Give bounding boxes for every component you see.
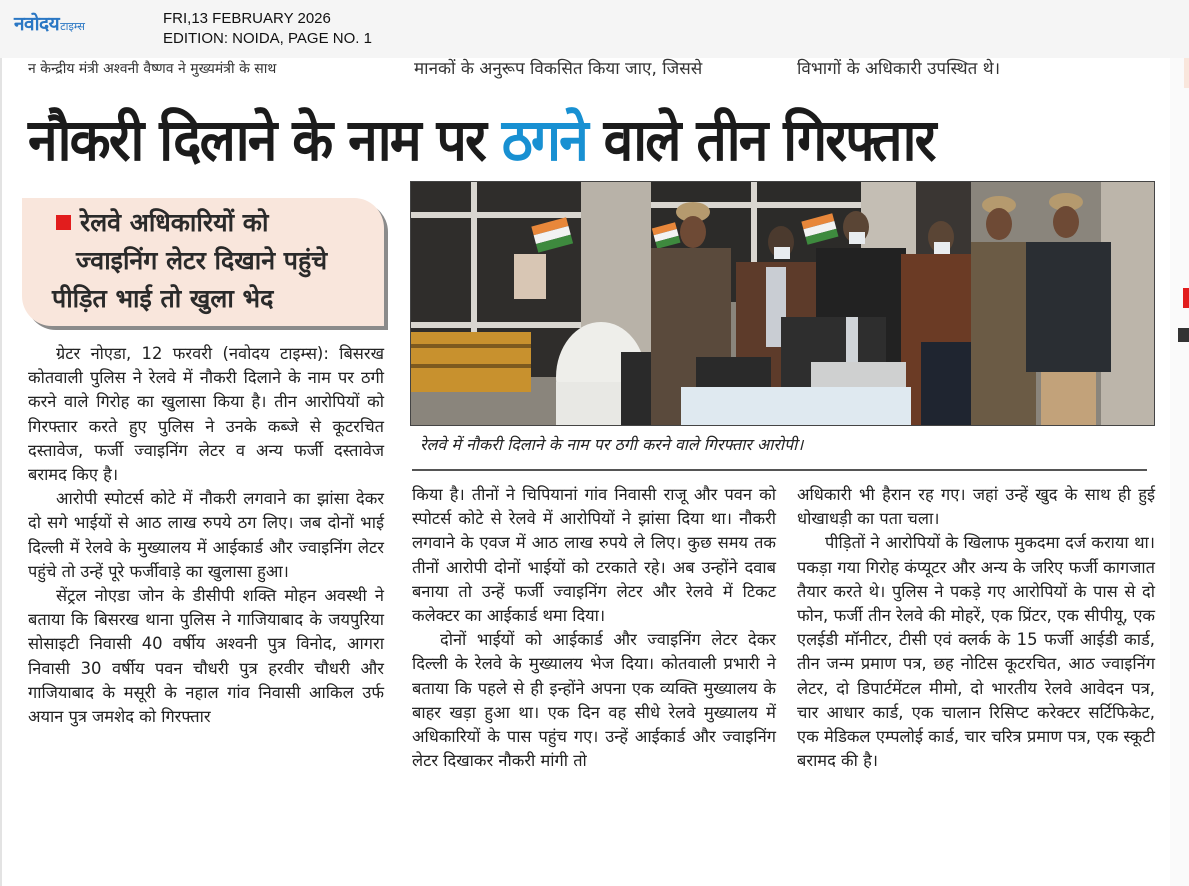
- caption-divider: [412, 469, 1147, 471]
- article-column-2: [412, 483, 776, 773]
- newspaper-logo[interactable]: [14, 10, 85, 36]
- deck-line-3: पीड़ित भाई तो खुला भेद: [52, 284, 274, 313]
- cut-off-text-right: विभागों के अधिकारी उपस्थित थे।: [797, 59, 1001, 79]
- article-paragraph: दोनों भाईयों को आईकार्ड और ज्वाइनिंग लेटर देकर दिल्ली के रेलवे के मुख्यालय भेज दिया। कोतवाली प्रभारी ने बताया कि पहले से ही इन्होंने अपना एक व्यक्ति मुख्यालय के बाहर खड़ा हुआ था। एक दिन वह सीधे रेलवे मुख्यालय में अधिकारियों के पास पहुंच गए। उन्हें आईकार्ड और ज्वाइनिंग लेटर दिखाकर नौकरी मांगी तो: [412, 630, 776, 771]
- edition-date: FRI,13 FEBRUARY 2026: [163, 10, 331, 27]
- article-column-3: [797, 483, 1155, 773]
- photo-caption: रेलवे में नौकरी दिलाने के नाम पर ठगी करने वाले गिरफ्तार आरोपी।: [420, 435, 804, 454]
- article-headline: [28, 100, 1077, 180]
- headline-part-1: नौकरी दिलाने के नाम पर: [28, 106, 502, 174]
- edition-page: EDITION: NOIDA, PAGE NO. 1: [163, 30, 372, 47]
- logo-sub-text: टाइम्स: [60, 20, 85, 33]
- adjacent-heading-edge: [1178, 328, 1189, 342]
- edition-info: [163, 9, 372, 49]
- article-photo[interactable]: [410, 181, 1155, 426]
- arrested-accused-photo-icon: [411, 182, 1155, 426]
- cut-off-text-middle: मानकों के अनुरूप विकसित किया जाए, जिससे: [414, 59, 703, 79]
- headline-part-2: वाले तीन गिरफ्तार: [586, 106, 935, 174]
- article-paragraph: अधिकारी भी हैरान रह गए। जहां उन्हें खुद के साथ ही हुई धोखाधड़ी का पता चला।: [797, 485, 1155, 529]
- cut-off-text-left: न केन्द्रीय मंत्री अश्वनी वैष्णव ने मुख्यमंत्री के साथ: [28, 61, 277, 77]
- article-paragraph: पीड़ितों ने आरोपियों के खिलाफ मुकदमा दर्ज कराया था। पकड़ा गया गिरोह कंप्यूटर और अन्य के जरिए फर्जी कागजात तैयार करते थे। पुलिस ने पकड़े गए आरोपियों के पास से दो फोन, फर्जी तीन रेलवे की मोहरें, एक प्रिंटर, एक सीपीयू, एक एलईडी मॉनीटर, टीसी एवं क्लर्क के 15 फर्जी आईडी कार्ड, तीन जन्म प्रमाण पत्र, छह नोटिस कूटरचित, आठ ज्वाइनिंग लेटर, दो डिपार्टमेंटल मीमो, दो भारतीय रेलवे आवेदन पत्र, चार आधार कार्ड, एक चालान रिसिप्ट करेक्टर सर्टिफिकेट, एक मेडिकल एम्पलोई कार्ड, चार चरित्र प्रमाण पत्र, एक स्कूटी बरामद की है।: [797, 533, 1155, 771]
- adjacent-deck-box-edge: [1184, 58, 1189, 88]
- adjacent-article-edge: [1170, 58, 1189, 886]
- adjacent-red-bullet-icon: [1183, 288, 1189, 308]
- page-left-border: [0, 58, 2, 886]
- article-paragraph: सेंट्रल नोएडा जोन के डीसीपी शक्ति मोहन अवस्थी ने बताया कि बिसरख थाना पुलिस ने गाजियाबाद के जयपुरिया सोसाइटी निवासी 40 वर्षीय अश्वनी पुत्र विनोद, आगरा निवासी 30 वर्षीय पवन चौधरी पुत्र हरवीर चौधरी और गाजियाबाद के मसूरी के नहाल गांव निवासी आकिल उर्फ अयान पुत्र जमशेद को गिरफ्तार: [28, 586, 384, 727]
- logo-main-text: नवोदय: [14, 13, 60, 35]
- article-paragraph: आरोपी स्पोटर्स कोटे में नौकरी लगवाने का झांसा देकर दो सगे भाईयों से आठ लाख रुपये ठग लिए। जब दोनों भाई दिल्ली में रेलवे के मुख्यालय में आईकार्ड और ज्वाइनिंग लेटर पहुंचे तो उन्हें पूरे फर्जीवाड़े का खुलासा हुआ।: [28, 489, 384, 581]
- deck-line-2: ज्वाइनिंग लेटर दिखाने पहुंचे: [76, 246, 328, 275]
- article-deck-box: [22, 198, 384, 326]
- epaper-header: [0, 0, 1189, 58]
- headline-accent-word: ठगने: [501, 106, 587, 174]
- deck-line-1: रेलवे अधिकारियों को: [80, 208, 269, 237]
- article-column-1: [28, 342, 384, 729]
- red-square-bullet-icon: [56, 215, 71, 230]
- article-paragraph: ग्रेटर नोएडा, 12 फरवरी (नवोदय टाइम्स): बिसरख कोतवाली पुलिस ने रेलवे में नौकरी दिलाने के नाम पर ठगी करने वाले गिरोह का खुलासा किया है। तीन आरोपियों को गिरफ्तार करते हुए पुलिस ने उनके कब्जे से कूटरचित दस्तावेज, फर्जी ज्वाइनिंग लेटर व अन्य फर्जी दस्तावेज बरामद किए है।: [28, 344, 384, 485]
- article-paragraph: किया है। तीनों ने चिपियानां गांव निवासी राजू और पवन को स्पोटर्स कोटे से रेलवे में आरोपियों ने झांसा दिया था। नौकरी लगवाने के एवज में आठ लाख रुपये ले लिए। कुछ समय तक तीनों आरोपी दोनों भाईयों को टरकाते रहे। अब उन्होंने दवाब बनाया तो उन्हें फर्जी ज्वाइनिंग लेटर और रेलवे में टिकट कलेक्टर का आईकार्ड थमा दिया।: [412, 485, 776, 626]
